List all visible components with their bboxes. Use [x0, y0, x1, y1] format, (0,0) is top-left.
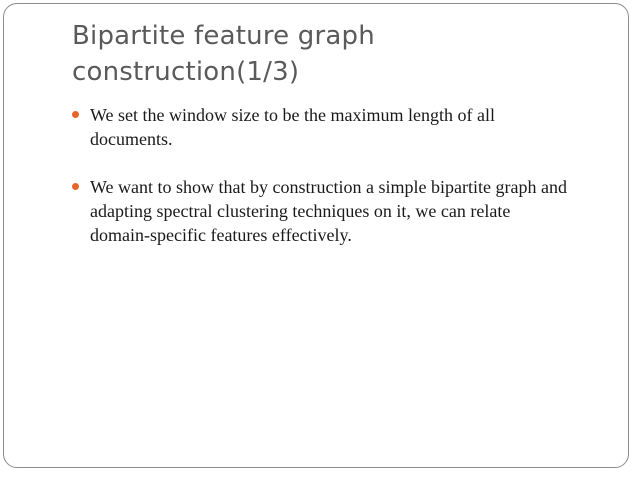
bullet-dot-icon	[72, 183, 79, 190]
bullet-list	[72, 103, 572, 271]
slide-title-line-2: construction(1/3)	[72, 57, 300, 87]
slide-title	[72, 18, 592, 90]
bullet-dot-icon	[72, 111, 79, 118]
bullet-item-bipartite-graph	[72, 175, 572, 247]
bullet-item-window-size	[72, 103, 572, 151]
bullet-text: We want to show that by construction a simple bipartite graph and adapting spectral clustering techniques on it, we can relate domain-specific features effectively.	[90, 177, 567, 245]
slide-title-line-1: Bipartite feature graph	[72, 21, 375, 51]
bullet-text: We set the window size to be the maximum length of all documents.	[90, 105, 495, 149]
